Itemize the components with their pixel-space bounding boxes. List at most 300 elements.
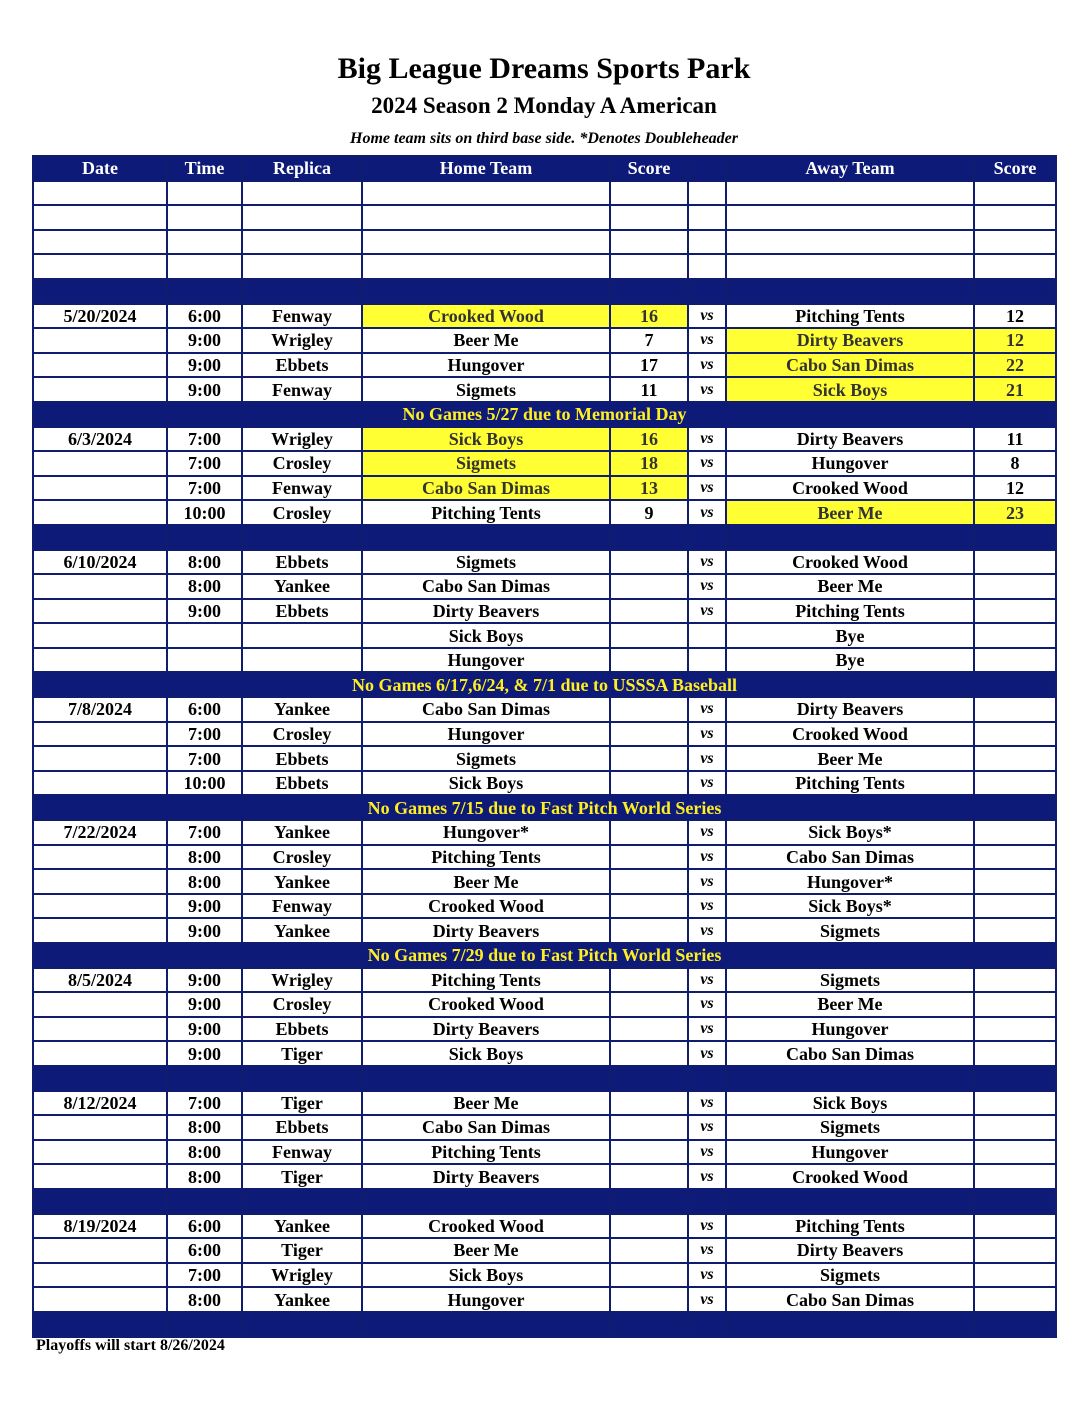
date-cell [33,1189,167,1214]
time-cell [167,1066,242,1091]
time-cell [167,623,242,648]
home-score-cell [610,1214,688,1239]
time-cell: 7:00 [167,1263,242,1288]
time-cell: 10:00 [167,771,242,796]
home-team-cell: Dirty Beavers [362,1017,610,1042]
vs-cell [688,1312,726,1337]
away-team-cell: Hungover [726,451,974,476]
time-cell: 7:00 [167,746,242,771]
separator-row [33,1312,1056,1337]
vs-cell: vs [688,1263,726,1288]
vs-cell [688,254,726,279]
vs-cell: vs [688,894,726,919]
empty-row [33,181,1056,206]
banner-row [33,402,1056,427]
time-cell [167,648,242,673]
game-row [33,845,1056,870]
away-score-cell [974,574,1056,599]
date-cell: 8/5/2024 [33,968,167,993]
replica-cell: Ebbets [242,353,362,378]
replica-cell: Crosley [242,500,362,525]
game-row [33,918,1056,943]
home-team-cell: Sigmets [362,451,610,476]
away-team-cell: Sigmets [726,1263,974,1288]
vs-cell: vs [688,1115,726,1140]
away-team-cell: Crooked Wood [726,476,974,501]
home-score-cell [610,1115,688,1140]
away-team-cell [726,181,974,206]
replica-cell: Fenway [242,894,362,919]
home-score-cell [610,697,688,722]
home-team-cell [362,1066,610,1091]
away-score-cell [974,1115,1056,1140]
vs-cell: vs [688,574,726,599]
time-cell: 6:00 [167,304,242,329]
date-cell [33,205,167,230]
game-row [33,1214,1056,1239]
home-score-cell [610,1140,688,1165]
away-team-cell: Cabo San Dimas [726,353,974,378]
time-cell: 8:00 [167,845,242,870]
away-team-cell: Cabo San Dimas [726,1287,974,1312]
page-title: Big League Dreams Sports Park [337,52,751,85]
banner-text: No Games 5/27 due to Memorial Day [33,402,1056,427]
date-cell [33,1263,167,1288]
away-score-cell [974,869,1056,894]
replica-cell [242,623,362,648]
home-team-cell [362,205,610,230]
replica-cell: Tiger [242,1041,362,1066]
home-score-cell [610,599,688,624]
home-score-cell [610,1066,688,1091]
away-team-cell: Hungover [726,1017,974,1042]
home-team-cell: Crooked Wood [362,894,610,919]
replica-cell: Yankee [242,697,362,722]
date-cell [33,599,167,624]
home-score-cell [610,894,688,919]
home-score-cell [610,230,688,255]
vs-cell: vs [688,845,726,870]
vs-cell: vs [688,451,726,476]
away-score-cell: 12 [974,304,1056,329]
away-score-cell [974,623,1056,648]
date-cell [33,722,167,747]
date-cell [33,1287,167,1312]
home-team-cell: Dirty Beavers [362,1164,610,1189]
home-score-cell [610,845,688,870]
home-score-cell: 17 [610,353,688,378]
vs-cell: vs [688,304,726,329]
game-row [33,500,1056,525]
home-team-cell: Sigmets [362,746,610,771]
home-team-cell: Hungover [362,353,610,378]
time-cell: 8:00 [167,1287,242,1312]
schedule-body [33,156,1056,1337]
replica-cell: Tiger [242,1164,362,1189]
replica-cell [242,181,362,206]
away-team-cell: Cabo San Dimas [726,845,974,870]
game-row [33,771,1056,796]
away-team-cell [726,525,974,550]
date-cell [33,1041,167,1066]
game-row [33,820,1056,845]
replica-cell [242,230,362,255]
away-score-cell [974,820,1056,845]
home-score-cell [610,648,688,673]
away-team-cell: Sick Boys* [726,820,974,845]
away-team-cell: Beer Me [726,746,974,771]
home-score-cell [610,1017,688,1042]
away-team-cell: Beer Me [726,500,974,525]
away-score-cell [974,181,1056,206]
game-row [33,992,1056,1017]
empty-row [33,254,1056,279]
home-team-cell [362,1189,610,1214]
home-score-cell [610,550,688,575]
away-team-cell: Dirty Beavers [726,1238,974,1263]
away-team-cell: Sick Boys* [726,894,974,919]
game-row [33,427,1056,452]
away-team-cell [726,1312,974,1337]
away-team-cell: Sigmets [726,918,974,943]
away-team-cell: Pitching Tents [726,1214,974,1239]
date-cell [33,230,167,255]
vs-cell [688,181,726,206]
away-team-cell: Beer Me [726,574,974,599]
time-cell: 7:00 [167,820,242,845]
game-row [33,1017,1056,1042]
col-header-replica: Replica [242,156,362,181]
away-score-cell [974,1164,1056,1189]
away-score-cell [974,525,1056,550]
vs-cell: vs [688,500,726,525]
away-score-cell [974,918,1056,943]
time-cell: 8:00 [167,869,242,894]
banner-row [33,795,1056,820]
date-cell [33,353,167,378]
vs-cell: vs [688,1091,726,1116]
away-score-cell [974,1189,1056,1214]
home-score-cell [610,771,688,796]
time-cell: 7:00 [167,451,242,476]
replica-cell: Ebbets [242,1017,362,1042]
empty-row [33,230,1056,255]
game-row [33,1041,1056,1066]
away-team-cell: Bye [726,648,974,673]
home-score-cell [610,1287,688,1312]
time-cell: 8:00 [167,1164,242,1189]
banner-text: No Games 7/29 due to Fast Pitch World Series [33,943,1056,968]
date-cell [33,1140,167,1165]
vs-cell: vs [688,1287,726,1312]
home-team-cell: Sick Boys [362,623,610,648]
separator-row [33,1066,1056,1091]
away-score-cell [974,1017,1056,1042]
away-score-cell [974,968,1056,993]
away-team-cell: Sigmets [726,1115,974,1140]
home-score-cell: 9 [610,500,688,525]
time-cell: 7:00 [167,476,242,501]
date-cell: 8/19/2024 [33,1214,167,1239]
game-row [33,476,1056,501]
replica-cell: Ebbets [242,746,362,771]
home-score-cell [610,205,688,230]
time-cell: 7:00 [167,1091,242,1116]
replica-cell [242,254,362,279]
game-row [33,648,1056,673]
time-cell: 9:00 [167,918,242,943]
home-score-cell [610,1189,688,1214]
away-team-cell: Sigmets [726,968,974,993]
vs-cell: vs [688,722,726,747]
date-cell [33,574,167,599]
away-team-cell [726,230,974,255]
home-score-cell: 16 [610,304,688,329]
away-score-cell [974,254,1056,279]
home-score-cell [610,968,688,993]
away-team-cell: Sick Boys [726,1091,974,1116]
game-row [33,894,1056,919]
date-cell: 7/8/2024 [33,697,167,722]
away-score-cell [974,1066,1056,1091]
game-row [33,697,1056,722]
game-row [33,1263,1056,1288]
home-score-cell [610,918,688,943]
home-score-cell [610,1263,688,1288]
game-row [33,1238,1056,1263]
schedule-table [32,155,1057,1338]
date-cell [33,648,167,673]
time-cell: 8:00 [167,1140,242,1165]
replica-cell: Yankee [242,1214,362,1239]
home-score-cell: 7 [610,328,688,353]
vs-cell: vs [688,992,726,1017]
home-score-cell: 18 [610,451,688,476]
replica-cell [242,205,362,230]
home-score-cell [610,820,688,845]
vs-cell: vs [688,353,726,378]
home-team-cell: Pitching Tents [362,1140,610,1165]
away-score-cell: 23 [974,500,1056,525]
replica-cell: Fenway [242,304,362,329]
replica-cell: Fenway [242,476,362,501]
replica-cell: Tiger [242,1091,362,1116]
away-score-cell [974,1091,1056,1116]
game-row [33,328,1056,353]
vs-cell: vs [688,550,726,575]
away-score-cell [974,722,1056,747]
time-cell: 9:00 [167,894,242,919]
game-row [33,1140,1056,1165]
away-team-cell: Bye [726,623,974,648]
date-cell [33,1017,167,1042]
col-header-date: Date [33,156,167,181]
date-cell: 6/10/2024 [33,550,167,575]
date-cell [33,623,167,648]
col-header-vs [688,156,726,181]
col-header-time: Time [167,156,242,181]
away-score-cell: 22 [974,353,1056,378]
away-score-cell [974,205,1056,230]
col-header-home-score: Score [610,156,688,181]
home-team-cell: Crooked Wood [362,1214,610,1239]
away-score-cell [974,1238,1056,1263]
separator-row [33,1189,1056,1214]
vs-cell [688,623,726,648]
date-cell [33,1115,167,1140]
date-cell [33,476,167,501]
away-team-cell: Beer Me [726,992,974,1017]
away-score-cell [974,1214,1056,1239]
vs-cell [688,648,726,673]
time-cell [167,1312,242,1337]
home-score-cell [610,623,688,648]
home-score-cell: 13 [610,476,688,501]
time-cell [167,205,242,230]
time-cell: 7:00 [167,722,242,747]
game-row [33,869,1056,894]
vs-cell: vs [688,1164,726,1189]
schedule-note: Home team sits on third base side. *Denotes Doubleheader [350,130,738,147]
page-subtitle: 2024 Season 2 Monday A American [371,93,717,118]
game-row [33,722,1056,747]
home-team-cell: Sick Boys [362,1263,610,1288]
replica-cell [242,525,362,550]
replica-cell [242,648,362,673]
away-score-cell [974,648,1056,673]
date-cell [33,746,167,771]
date-cell: 8/12/2024 [33,1091,167,1116]
away-team-cell [726,254,974,279]
date-cell [33,525,167,550]
vs-cell: vs [688,476,726,501]
date-cell [33,377,167,402]
time-cell [167,254,242,279]
away-team-cell: Pitching Tents [726,599,974,624]
away-team-cell: Dirty Beavers [726,697,974,722]
home-team-cell: Sick Boys [362,427,610,452]
vs-cell: vs [688,1140,726,1165]
game-row [33,377,1056,402]
game-row [33,599,1056,624]
home-score-cell [610,1041,688,1066]
home-team-cell: Beer Me [362,869,610,894]
away-score-cell [974,992,1056,1017]
home-team-cell: Cabo San Dimas [362,476,610,501]
game-row [33,746,1056,771]
vs-cell: vs [688,771,726,796]
banner-row [33,672,1056,697]
home-team-cell: Crooked Wood [362,992,610,1017]
home-team-cell [362,230,610,255]
game-row [33,451,1056,476]
replica-cell: Wrigley [242,427,362,452]
time-cell: 9:00 [167,353,242,378]
replica-cell [242,1066,362,1091]
replica-cell: Yankee [242,820,362,845]
home-team-cell: Pitching Tents [362,500,610,525]
replica-cell [242,1189,362,1214]
away-score-cell: 11 [974,427,1056,452]
time-cell: 9:00 [167,377,242,402]
vs-cell: vs [688,427,726,452]
time-cell [167,525,242,550]
vs-cell [688,1066,726,1091]
vs-cell: vs [688,599,726,624]
replica-cell: Yankee [242,918,362,943]
date-cell: 6/3/2024 [33,427,167,452]
time-cell: 8:00 [167,574,242,599]
replica-cell: Ebbets [242,1115,362,1140]
banner-text: No Games 7/15 due to Fast Pitch World Series [33,795,1056,820]
vs-cell: vs [688,328,726,353]
game-row [33,550,1056,575]
col-header-away-score: Score [974,156,1056,181]
time-cell: 7:00 [167,427,242,452]
game-row [33,304,1056,329]
away-score-cell [974,845,1056,870]
separator-row [33,279,1056,304]
home-team-cell: Crooked Wood [362,304,610,329]
home-team-cell [362,1312,610,1337]
away-team-cell: Sick Boys [726,377,974,402]
home-team-cell: Beer Me [362,1091,610,1116]
away-team-cell: Pitching Tents [726,304,974,329]
banner-text: No Games 6/17,6/24, & 7/1 due to USSSA Baseball [33,672,1056,697]
vs-cell: vs [688,918,726,943]
time-cell: 8:00 [167,550,242,575]
vs-cell: vs [688,869,726,894]
date-cell [33,500,167,525]
date-cell [33,1312,167,1337]
away-score-cell [974,1263,1056,1288]
time-cell [167,279,242,304]
away-score-cell: 12 [974,476,1056,501]
time-cell: 9:00 [167,992,242,1017]
away-score-cell [974,1140,1056,1165]
home-score-cell [610,869,688,894]
away-score-cell [974,697,1056,722]
home-team-cell: Dirty Beavers [362,918,610,943]
game-row [33,1091,1056,1116]
vs-cell: vs [688,820,726,845]
away-team-cell [726,205,974,230]
away-score-cell [974,894,1056,919]
vs-cell [688,279,726,304]
time-cell: 6:00 [167,1238,242,1263]
vs-cell: vs [688,1214,726,1239]
time-cell: 9:00 [167,328,242,353]
home-score-cell [610,992,688,1017]
replica-cell: Ebbets [242,771,362,796]
date-cell: 5/20/2024 [33,304,167,329]
away-team-cell: Hungover* [726,869,974,894]
replica-cell: Tiger [242,1238,362,1263]
vs-cell [688,230,726,255]
date-cell [33,1238,167,1263]
away-team-cell: Dirty Beavers [726,427,974,452]
away-team-cell [726,279,974,304]
date-cell [33,845,167,870]
time-cell: 6:00 [167,1214,242,1239]
away-team-cell [726,1066,974,1091]
home-team-cell: Cabo San Dimas [362,697,610,722]
replica-cell: Ebbets [242,550,362,575]
game-row [33,1287,1056,1312]
away-score-cell: 12 [974,328,1056,353]
date-cell [33,451,167,476]
home-score-cell [610,525,688,550]
